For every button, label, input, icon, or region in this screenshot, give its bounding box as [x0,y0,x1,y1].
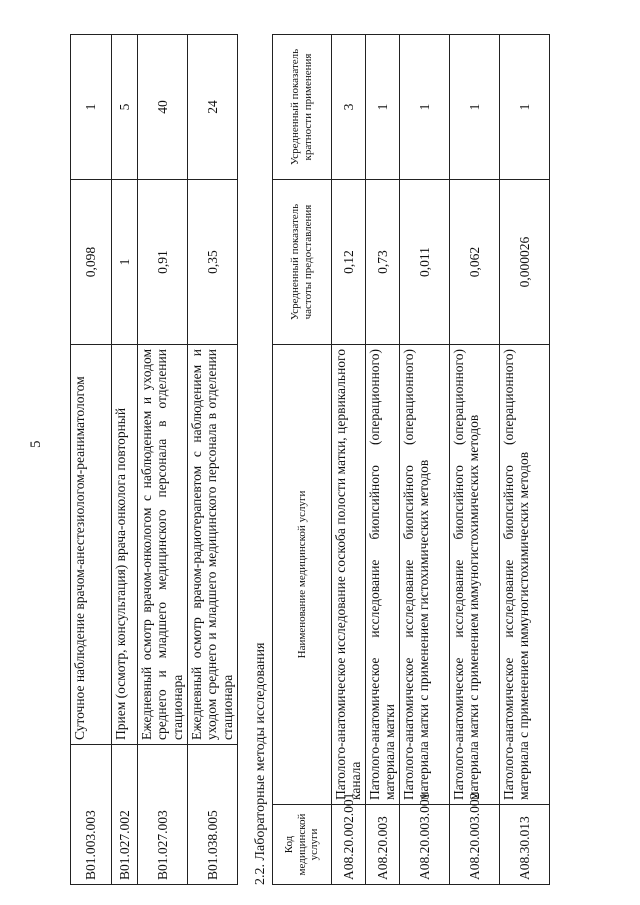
multiplicity-value: 3 [332,35,366,180]
service-code: A08.30.013 [500,805,550,885]
table-row [138,35,188,885]
frequency-value: 0,12 [332,180,366,345]
multiplicity-value: 1 [400,35,450,180]
rotated-page-content [70,35,550,885]
table-row [112,35,138,885]
service-code: B01.038.005 [188,745,238,885]
table-row [366,35,400,885]
service-name: Патолого-анатомическое исследование биопсийного (операционного) материала матки с применением гистохимических методов [400,345,450,805]
service-name: Патолого-анатомическое исследование соскоба полости матки, цервикального канала [332,345,366,805]
service-name: Ежедневный осмотр врачом-радиотерапевтом с наблюдением и уходом среднего и младшего медицинского персонала в отделении стационара [188,345,238,745]
multiplicity-value: 1 [450,35,500,180]
service-name: Патолого-анатомическое исследование биопсийного (операционного) материала матки с применением иммуногистохимических методов [450,345,500,805]
frequency-value: 0,011 [400,180,450,345]
frequency-value: 0,35 [188,180,238,345]
service-code: B01.027.002 [112,745,138,885]
lab-methods-table [272,34,550,885]
header-code: Код медицинской услуги [273,805,332,885]
service-name: Патолого-анатомическое исследование биопсийного (операционного) материала матки [366,345,400,805]
frequency-value: 0,062 [450,180,500,345]
service-code: A08.20.002.001 [332,805,366,885]
service-code: B01.027.003 [138,745,188,885]
services-table-continued [70,34,238,885]
service-name: Патолого-анатомическое исследование биопсийного (операционного) материала с применением иммуногистохимических методов [500,345,550,805]
service-code: B01.003.003 [71,745,112,885]
multiplicity-value: 1 [500,35,550,180]
table-row [500,35,550,885]
frequency-value: 0,000026 [500,180,550,345]
service-code: A08.20.003.001 [400,805,450,885]
frequency-value: 0,098 [71,180,112,345]
service-code: A08.20.003.002 [450,805,500,885]
multiplicity-value: 40 [138,35,188,180]
service-name: Прием (осмотр, консультация) врача-онколога повторный [112,345,138,745]
frequency-value: 1 [112,180,138,345]
frequency-value: 0,73 [366,180,400,345]
header-multiplicity: Усредненный показатель кратности применения [273,35,332,180]
page-number: 5 [28,440,44,448]
table-header-row [273,35,332,885]
multiplicity-value: 5 [112,35,138,180]
multiplicity-value: 24 [188,35,238,180]
section-title: 2.2. Лабораторные методы исследования [253,642,268,885]
header-name: Наименование медицинской услуги [273,345,332,805]
service-name: Суточное наблюдение врачом-анестезиологом-реаниматологом [71,345,112,745]
service-code: A08.20.003 [366,805,400,885]
table-row [188,35,238,885]
multiplicity-value: 1 [71,35,112,180]
service-name: Ежедневный осмотр врачом-онкологом с наблюдением и уходом среднего и младшего медицинского персонала в отделении стационара [138,345,188,745]
multiplicity-value: 1 [366,35,400,180]
table-row [450,35,500,885]
frequency-value: 0,91 [138,180,188,345]
table-row [400,35,450,885]
table-row [71,35,112,885]
table-row [332,35,366,885]
header-frequency: Усредненный показатель частоты предоставления [273,180,332,345]
